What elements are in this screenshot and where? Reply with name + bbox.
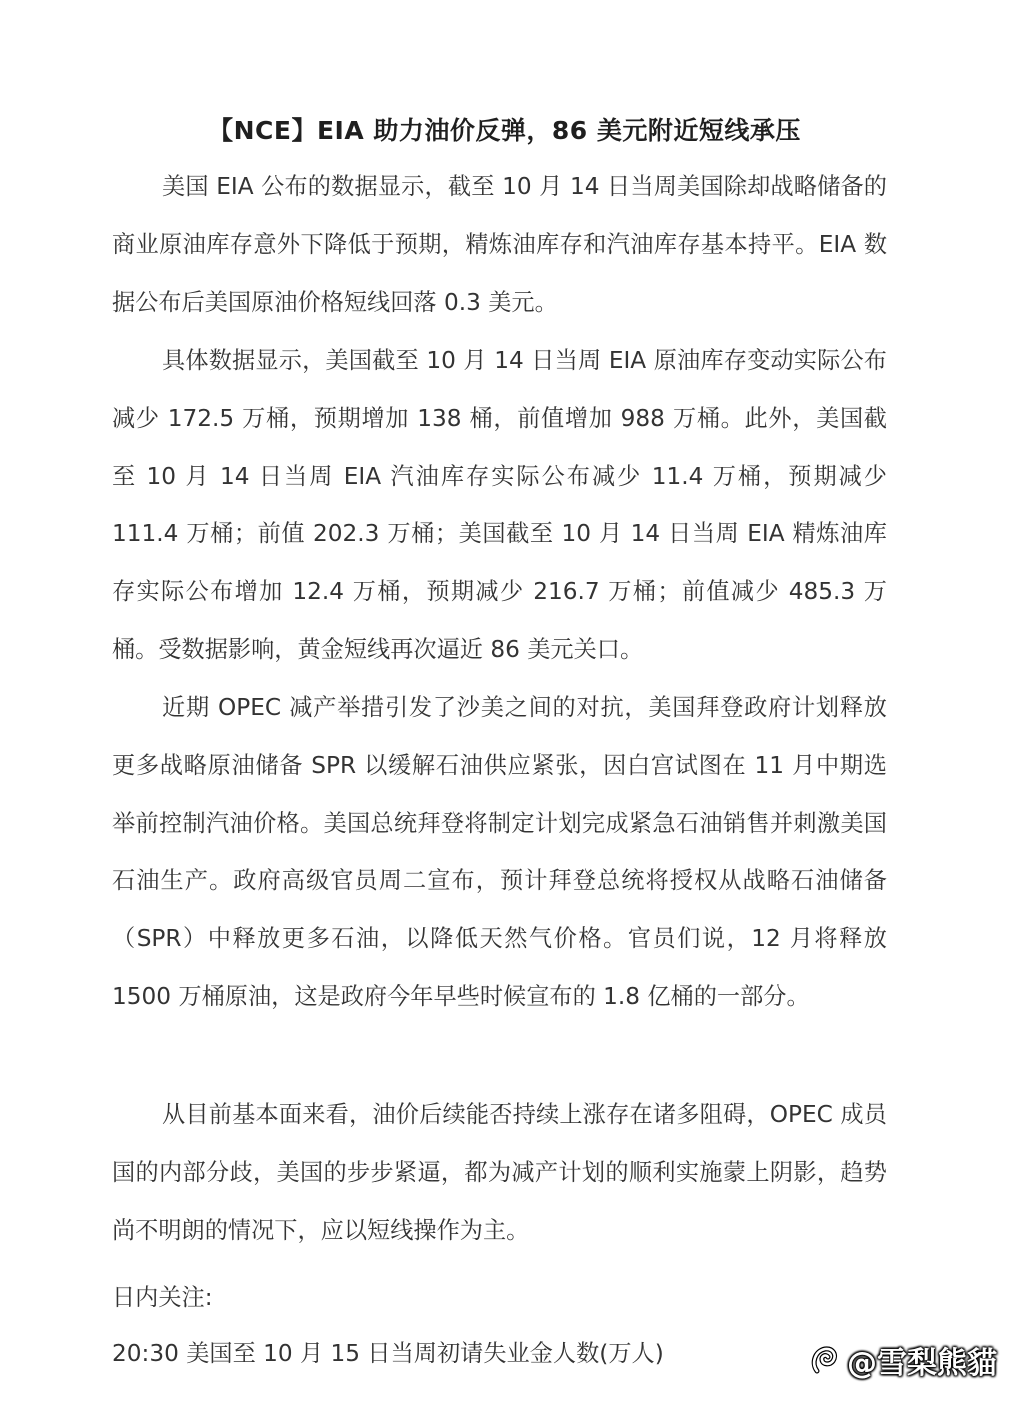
focus-label: 日内关注: xyxy=(112,1284,213,1311)
paragraph-4: 从目前基本面来看，油价后续能否持续上涨存在诸多阻碍，OPEC 成员国的内部分歧，美国的步步紧逼，都为减产计划的顺利实施蒙上阴影，趋势尚不明朗的情况下，应以短线操作为主。 xyxy=(112,1101,887,1244)
paragraph-2: 具体数据显示，美国截至 10 月 14 日当周 EIA 原油库存变动实际公布减少 172.5 万桶，预期增加 138 桶，前值增加 988 万桶。此外，美国截至 10 月 14 日当周 EIA 汽油库存实际公布减少 11.4 万桶，预期减少 111.4 万桶；前值 202.3 万桶；美国截至 10 月 14 日当周 EIA 精炼油库存实际公布增加 12.4 万桶，预期减少 216.7 万桶；前值减少 485.3 万桶。受数据影响，黄金短线再次逼近 86 美元关口。 xyxy=(112,347,887,663)
article-title: 【NCE】EIA 助力油价反弹，86 美元附近短线承压 xyxy=(208,116,801,145)
focus-item: 20:30 美国至 10 月 15 日当周初请失业金人数(万人) xyxy=(112,1340,664,1367)
paragraph-3: 近期 OPEC 减产举措引发了沙美之间的对抗，美国拜登政府计划释放更多战略原油储备 SPR 以缓解石油供应紧张，因白宫试图在 11 月中期选举前控制汽油价格。美国总统拜登将制定计划完成紧急石油销售并刺激美国石油生产。政府高级官员周二宣布，预计拜登总统将授权从战略石油储备（SPR）中释放更多石油，以降低天然气价格。官员们说，12 月将释放 1500 万桶原油，这是政府今年早些时候宣布的 1.8 亿桶的一部分。 xyxy=(112,694,887,1010)
watermark-text: @雪梨熊貓 xyxy=(847,1346,997,1381)
snowball-logo-icon xyxy=(807,1343,841,1377)
paragraph-1: 美国 EIA 公布的数据显示，截至 10 月 14 日当周美国除却战略储备的商业原油库存意外下降低于预期，精炼油库存和汽油库存基本持平。EIA 数据公布后美国原油价格短线回落 0.3 美元。 xyxy=(112,173,887,316)
watermark xyxy=(807,1338,997,1382)
